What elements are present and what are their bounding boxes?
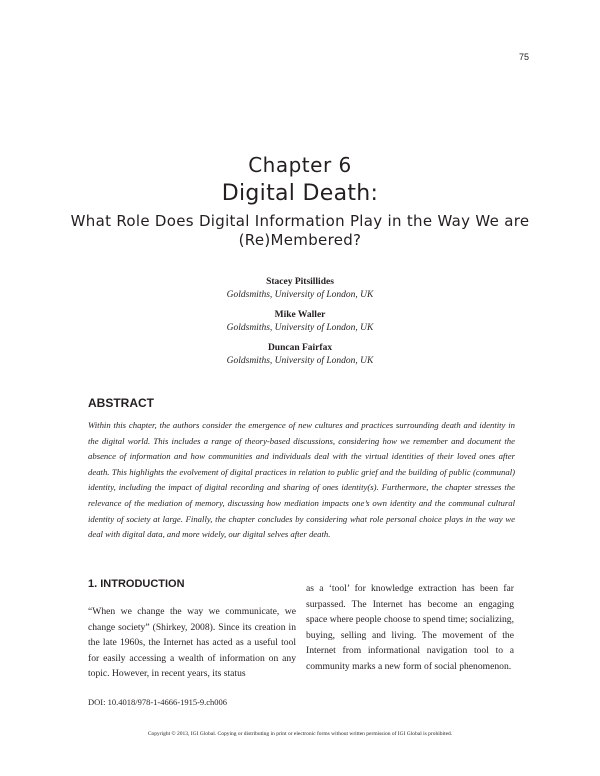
- copyright-notice: Copyright © 2013, IGI Global. Copying or distributing in print or electronic forms without written permission of IGI Global is prohibited.: [147, 731, 453, 737]
- author-affiliation: Goldsmiths, University of London, UK: [226, 323, 374, 333]
- chapter-subtitle: What Role Does Digital Information Play in the Way We are (Re)Membered?: [70, 212, 530, 249]
- author-affiliation: Goldsmiths, University of London, UK: [226, 356, 374, 366]
- page-number: 75: [518, 52, 529, 62]
- chapter-title: Digital Death:: [221, 181, 379, 206]
- author-name: Mike Waller: [274, 310, 326, 320]
- introduction-left-column: “When we change the way we communicate, we change society” (Shirkey, 2008). Since its creation in the late 1960s, the Internet has acted as a useful tool for easily accessing a wealth of information on any topic. However, in recent years, its status: [88, 606, 296, 680]
- author-list: [0, 276, 600, 375]
- author: [0, 309, 600, 335]
- author: [0, 342, 600, 368]
- doi: DOI: 10.4018/978-1-4666-1915-9.ch006: [88, 697, 228, 707]
- author-name: Duncan Fairfax: [267, 343, 333, 353]
- chapter-label: Chapter 6: [248, 153, 352, 177]
- abstract-heading: ABSTRACT: [88, 396, 154, 410]
- introduction-right-column: as a ‘tool’ for knowledge extraction has been far surpassed. The Internet has become an engaging space where people choose to spend time; socializing, buying, selling and living. The movement of the Internet from informational navigation tool to a community marks a new form of social phenomenon.: [306, 583, 514, 672]
- author: [0, 276, 600, 302]
- author-name: Stacey Pitsillides: [266, 277, 334, 287]
- introduction-heading: 1. INTRODUCTION: [88, 578, 185, 590]
- abstract-body: Within this chapter, the authors consider the emergence of new cultures and practices surrounding death and identity in the digital world. This includes a range of theory-based discussions, considering how we remember and document the absence of information and how communities and individuals deal with the virtual identities of their loved ones after death. This highlights the evolvement of digital practices in relation to public grief and the building of public (communal) identity, including the impact of digital recording and sharing of ones identity(s). Furthermore, the chapter stresses the relevance of the mediation of memory, discussing how mediation impacts one’s own identity and the communal cultural identity of society at large. Finally, the chapter concludes by considering what role personal choice plays in the way we deal with digital data, and more widely, our digital selves after death.: [88, 420, 515, 540]
- author-affiliation: Goldsmiths, University of London, UK: [226, 290, 374, 300]
